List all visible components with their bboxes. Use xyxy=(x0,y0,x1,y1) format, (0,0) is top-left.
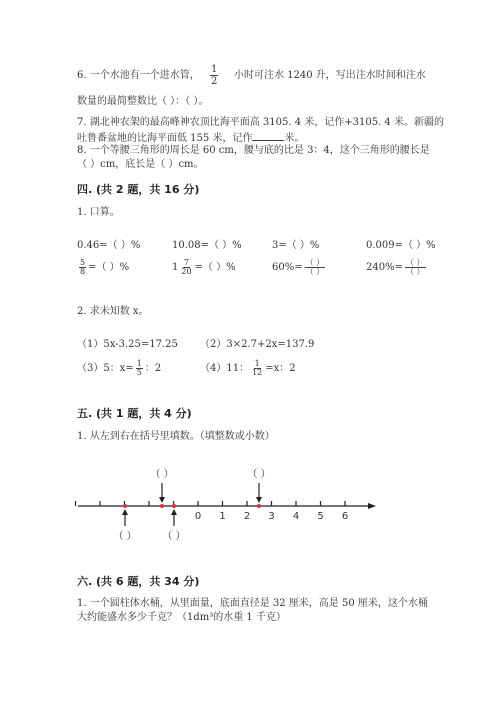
tick-label-5: 5 xyxy=(317,511,324,522)
q7-line2-text: 吐鲁番盆地的比海平面低 155 米，记作 xyxy=(77,133,253,144)
calc6-suffix: =（ ）% xyxy=(194,262,236,273)
equation-4 xyxy=(200,360,296,377)
calc5-num: 5 xyxy=(80,258,86,267)
tick-label-1: 1 xyxy=(219,511,226,522)
q7-line2-unit: 米。 xyxy=(284,133,305,144)
calc8-prefix: 240%= xyxy=(366,262,403,273)
eq4-suffix: =x：2 xyxy=(265,363,296,374)
marker-point-2 xyxy=(160,504,164,508)
eq3-num: 1 xyxy=(136,359,142,368)
eq4-prefix: （4）11： xyxy=(200,363,250,374)
q6-line1 xyxy=(77,70,200,82)
q6-suffix: 小时可注水 1240 升，写出注水时间和注水 xyxy=(234,70,426,81)
marker-point-4 xyxy=(257,504,261,508)
oral-calc-4: 0.009=（ ）% xyxy=(366,240,436,251)
calc5-suffix: =（ ）% xyxy=(88,262,130,273)
q7-line2 xyxy=(77,131,304,145)
eq3-suffix: ：2 xyxy=(144,363,162,374)
arrowhead-down-2 xyxy=(256,497,262,503)
q4-1-title: 1. 口算。 xyxy=(77,207,120,218)
calc6-whole: 1 xyxy=(172,262,179,273)
eq4-num: 1 xyxy=(254,359,260,368)
blank-bottom-1[interactable]: （ ） xyxy=(113,531,137,542)
number-line-arrowhead xyxy=(368,503,376,509)
calc8-den: （ ） xyxy=(405,267,425,276)
oral-calc-2: 10.08=（ ）% xyxy=(172,240,242,251)
q6-1-line2: 大约能盛水多少千克？（1dm³的水重 1 千克） xyxy=(77,612,286,623)
oral-calc-3: 3=（ ）% xyxy=(272,240,320,251)
q6-prefix: 6. 一个水池有一个进水管， xyxy=(77,70,200,81)
section5-header: 五. (共 1 题，共 4 分) xyxy=(77,407,192,420)
equation-2: （2）3×2.7+2x=137.9 xyxy=(200,339,315,350)
q7-answer-blank[interactable] xyxy=(252,131,284,141)
marker-point-3 xyxy=(172,504,176,508)
q8-line1: 8. 一个等腰三角形的周长是 60 cm，腰与底的比是 3：4，这个三角形的腰长是 xyxy=(77,145,430,156)
tick-label-0: 0 xyxy=(194,511,202,522)
q6-1-line1: 1. 一个圆柱体水桶，从里面量，底面直径是 32 厘米，高是 50 厘米，这个水桶 xyxy=(77,598,428,609)
equation-3 xyxy=(77,360,161,377)
calc7-prefix: 60%= xyxy=(272,262,303,273)
q8-line2: （ ）cm，底长是（ ）cm。 xyxy=(77,159,204,170)
oral-calc-8 xyxy=(366,259,428,276)
arrowhead-down-1 xyxy=(159,497,165,503)
q6-frac-den: 2 xyxy=(211,76,218,87)
section6-header: 六. (共 6 题，共 34 分) xyxy=(77,575,200,588)
marker-point-1 xyxy=(123,504,127,508)
arrowhead-up-2 xyxy=(171,509,177,515)
calc6-num: 7 xyxy=(183,258,190,267)
q6-line2: 数量的最简整数比（ ）：（ ）。 xyxy=(77,96,209,107)
number-line-figure xyxy=(0,460,500,560)
arrowhead-up-1 xyxy=(122,509,128,515)
q4-2-title: 2. 求未知数 x。 xyxy=(77,306,149,317)
calc7-num: （ ） xyxy=(305,258,325,267)
eq3-den: 5 xyxy=(136,368,142,377)
oral-calc-7 xyxy=(272,259,327,276)
q6-frac-num: 1 xyxy=(211,64,218,75)
eq4-den: 12 xyxy=(252,368,263,377)
calc7-den: （ ） xyxy=(305,267,325,276)
eq3-prefix: （3）5：x= xyxy=(77,363,134,374)
blank-top-2[interactable]: （ ） xyxy=(247,469,271,480)
blank-top-1[interactable]: （ ） xyxy=(150,469,174,480)
q7-line1: 7. 湖北神农架的最高峰神农顶比海平面高 3105. 4 米，记作+3105. 4 米。新疆的 xyxy=(77,117,444,128)
equation-1: （1）5x-3.25=17.25 xyxy=(77,339,178,350)
q6-fraction xyxy=(208,64,220,87)
q5-1-title: 1. 从左到右在括号里填数。（填整数或小数） xyxy=(77,431,275,442)
oral-calc-5 xyxy=(77,259,129,276)
tick-marks xyxy=(76,501,349,522)
calc8-num: （ ） xyxy=(405,258,425,267)
tick-label-6: 6 xyxy=(341,511,349,522)
blank-bottom-2[interactable]: （ ） xyxy=(162,531,186,542)
tick-label-4: 4 xyxy=(292,511,300,522)
tick-label-2: 2 xyxy=(243,511,251,522)
calc5-den: 8 xyxy=(80,267,86,276)
tick-label-3: 3 xyxy=(268,511,275,522)
calc6-den: 20 xyxy=(181,267,192,276)
oral-calc-1: 0.46=（ ）% xyxy=(77,240,141,251)
oral-calc-6 xyxy=(172,259,236,276)
section4-header: 四. (共 2 题，共 16 分) xyxy=(77,183,200,196)
